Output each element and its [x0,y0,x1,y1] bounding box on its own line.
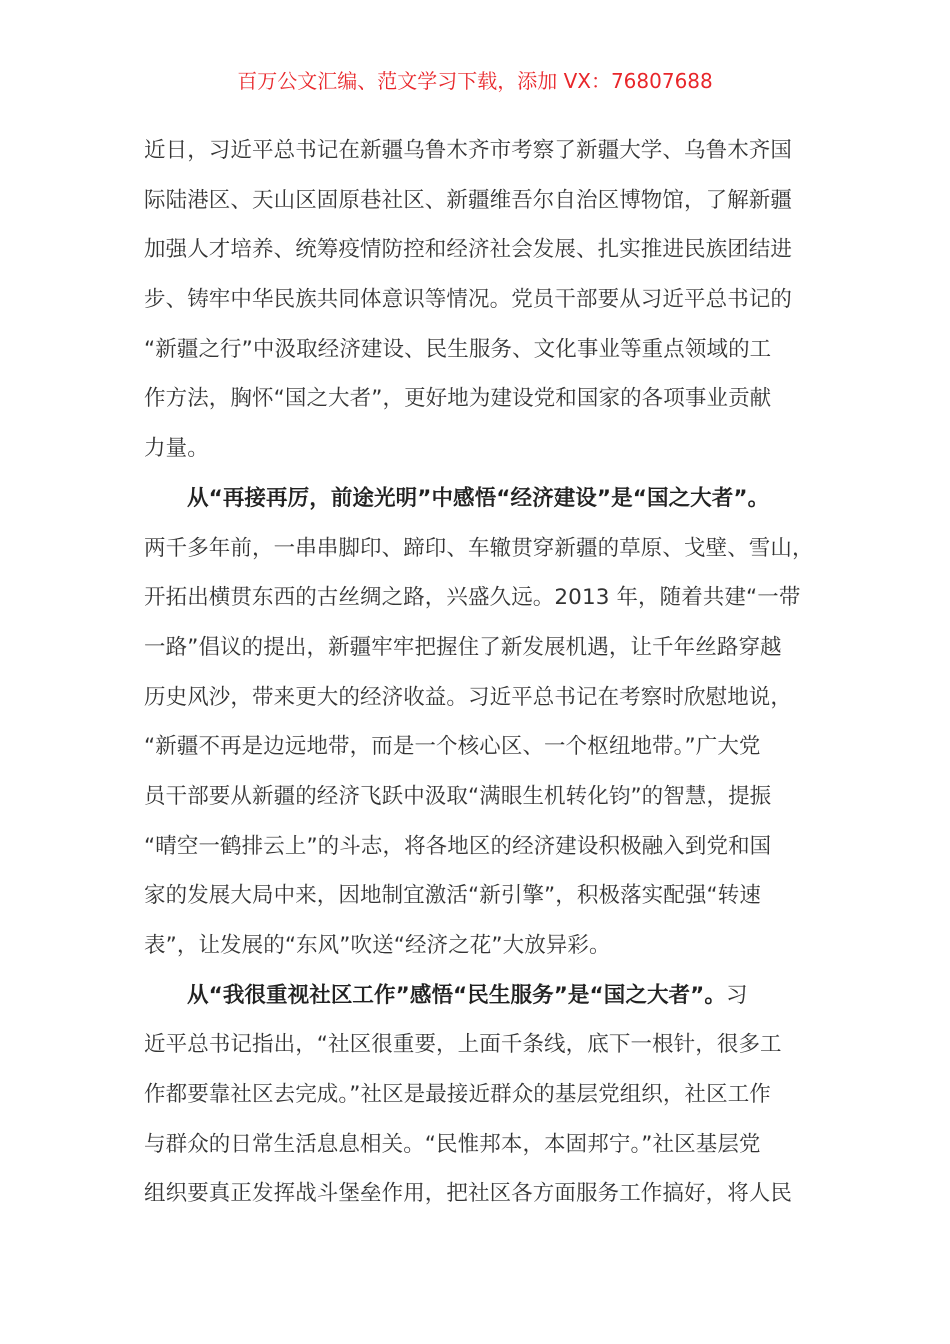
text-line [144,971,804,1021]
paragraph [144,474,814,971]
text-line [144,524,814,574]
line-text: 作都要靠社区去完成。”社区是最接近群众的基层党组织，社区工作 [144,1082,771,1108]
text-line [144,325,804,375]
text-line [144,225,804,275]
text-line [144,374,804,424]
text-line [144,275,804,325]
line-text: 近平总书记指出，“社区很重要，上面千条线，底下一根针，很多工 [144,1032,782,1058]
line-text: 家的发展大局中来，因地制宜激活“新引擎”，积极落实配强“转速 [144,883,761,909]
text-line [144,822,804,872]
text-line [144,573,804,623]
line-text: 力量。 [144,436,209,462]
line-text: 步、铸牢中华民族共同体意识等情况。党员干部要从习近平总书记的 [144,287,793,313]
text-line [144,871,804,921]
text-line [144,772,804,822]
text-line [144,921,804,971]
paragraph [144,126,804,474]
line-text: 际陆港区、天山区固原巷社区、新疆维吾尔自治区博物馆，了解新疆 [144,187,793,213]
line-text: 与群众的日常生活息息相关。“民惟邦本，本固邦宁。”社区基层党 [144,1131,761,1157]
line-text: “新疆之行”中汲取经济建设、民生服务、文化事业等重点领域的工 [144,336,772,362]
text-line [144,1120,804,1170]
line-text: 习 [725,982,748,1008]
text-line [144,474,804,524]
text-line [144,1169,804,1219]
line-text: 加强人才培养、统筹疫情防控和经济社会发展、扎实推进民族团结进 [144,237,793,263]
line-text: “新疆不再是边远地带，而是一个核心区、一个枢纽地带。”广大党 [144,734,761,760]
section-heading: 从“再接再厉，前途光明”中感悟“经济建设”是“国之大者”。 [187,485,770,511]
section-heading: 从“我很重视社区工作”感悟“民生服务”是“国之大者”。 [187,982,726,1008]
line-text: 组织要真正发挥战斗堡垒作用，把社区各方面服务工作搞好，将人民 [144,1181,793,1207]
line-text: 表”，让发展的“东风”吹送“经济之花”大放异彩。 [144,933,611,958]
text-line [144,623,804,673]
line-text: 一路”倡议的提出，新疆牢牢把握住了新发展机遇，让千年丝路穿越 [144,634,782,660]
text-line [144,176,804,226]
paragraph [144,971,804,1219]
document-body [144,126,814,1219]
watermark-header: 百万公文汇编、范文学习下载，添加 VX：76807688 [237,69,713,93]
text-line [144,673,804,723]
line-text: 历史风沙，带来更大的经济收益。习近平总书记在考察时欣慰地说， [144,684,793,710]
text-line [144,722,804,772]
line-text: 作方法，胸怀“国之大者”，更好地为建设党和国家的各项事业贡献 [144,386,772,412]
text-line [144,424,804,474]
text-line [144,1070,804,1120]
line-text: “晴空一鹤排云上”的斗志，将各地区的经济建设积极融入到党和国 [144,833,772,859]
line-text: 近日，习近平总书记在新疆乌鲁木齐市考察了新疆大学、乌鲁木齐国 [144,138,793,163]
text-line [144,126,804,176]
line-text: 员干部要从新疆的经济飞跃中汲取“满眼生机转化钧”的智慧，提振 [144,783,772,809]
line-text: 开拓出横贯东西的古丝绸之路，兴盛久远。2013 年，随着共建“一带 [144,585,801,611]
text-line [144,1020,804,1070]
line-text: 两千多年前，一串串脚印、蹄印、车辙贯穿新疆的草原、戈壁、雪山， [144,535,814,561]
